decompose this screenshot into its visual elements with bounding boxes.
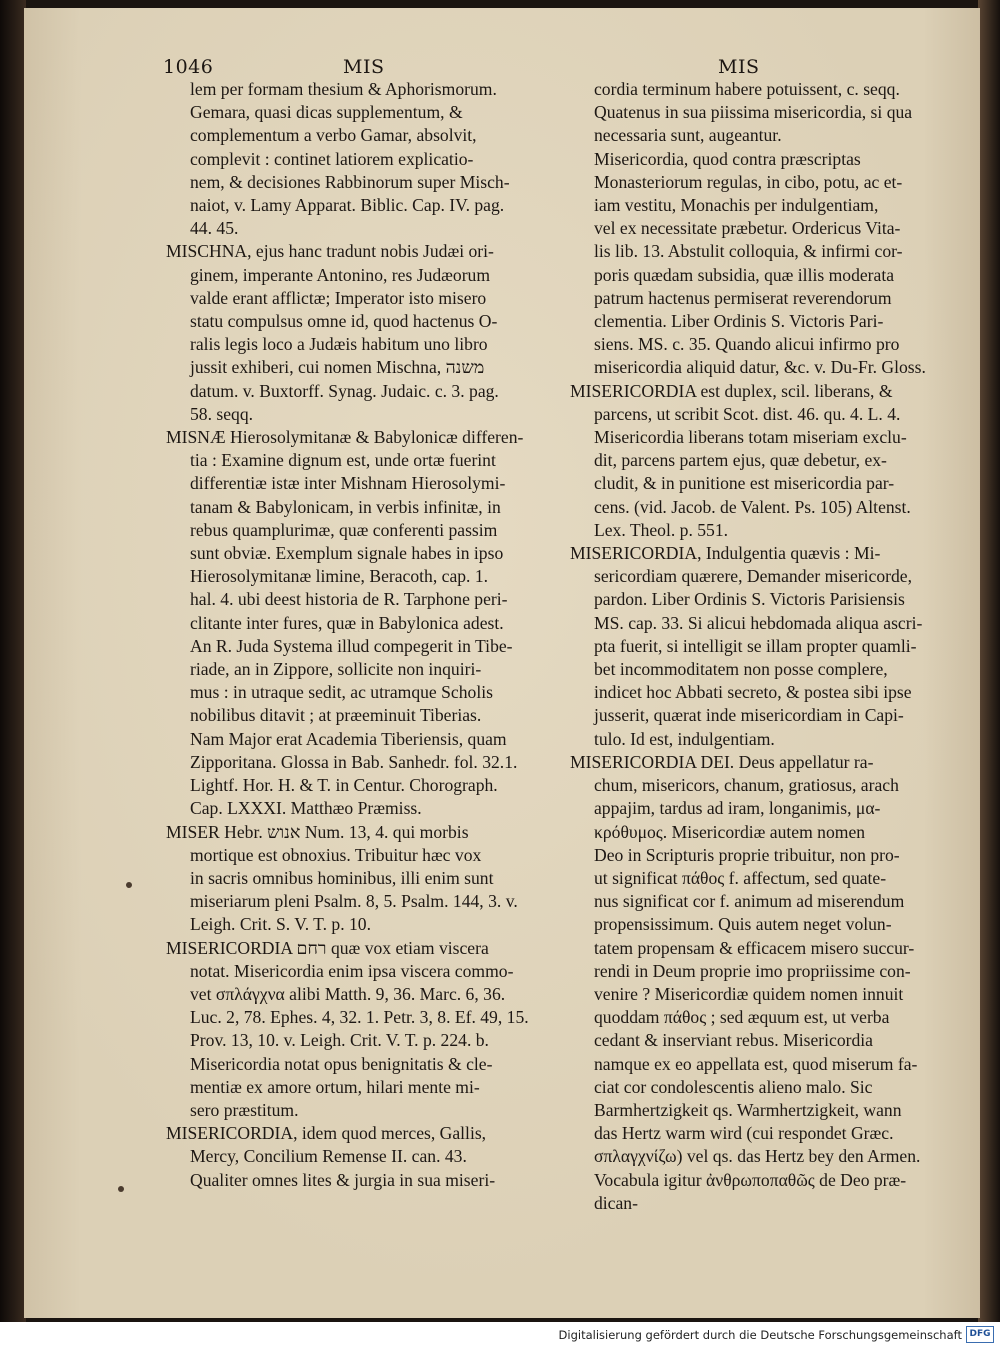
text-line: cens. (vid. Jacob. de Valent. Ps. 105) Altenst. — [594, 496, 911, 517]
text-line: nem, & decisiones Rabbinorum super Misch- — [190, 171, 510, 192]
text-line: bet incommoditatem non posse complere, — [594, 659, 888, 680]
footer-credit: Digitalisierung gefördert durch die Deutsche Forschungsgemeinschaft — [558, 1328, 962, 1342]
text-line: MS. cap. 33. Si alicui hebdomada aliqua ascri- — [594, 612, 923, 633]
text-line: 58. seqq. — [190, 403, 254, 424]
text-line: jusserit, quærat inde misericordiam in Capi- — [594, 705, 904, 726]
text-line: sericordiam quærere, Demander misericorde, — [594, 566, 913, 587]
text-line: tanam & Babylonicam, in verbis infinitæ, in — [190, 496, 501, 517]
text-line: Barmhertzigkeit qs. Warmhertzigkeit, wann — [594, 1099, 902, 1120]
text-line: MISERICORDIA רחם quæ vox etiam viscera — [166, 937, 489, 958]
text-line: ut significat πάθος f. affectum, sed quate- — [594, 867, 887, 888]
text-line: pta fuerit, si intelligit se illam propter quamli- — [594, 635, 917, 656]
text-line: Monasteriorum regulas, in cibo, potu, ac et- — [594, 171, 903, 192]
text-line: namque ex eo appellata est, quod miserum fa- — [594, 1053, 918, 1074]
text-line: mentiæ ex amore ortum, hilari mente mi- — [190, 1076, 480, 1097]
text-line: Zipporitana. Glossa in Bab. Sanhedr. fol. 32.1. — [190, 751, 518, 772]
text-line: clementia. Liber Ordinis S. Victoris Pari- — [594, 311, 884, 332]
text-line: lem per formam thesium & Aphorismorum. — [190, 79, 497, 99]
text-line: Misericordia notat opus benignitatis & cle- — [190, 1053, 493, 1074]
text-line: clitante inter fures, quæ in Babylonica adest. — [190, 612, 504, 633]
right-text-column — [572, 78, 952, 1215]
text-line: MISERICORDIA, Indulgentia quævis : Mi- — [570, 543, 881, 564]
text-line: MISERICORDIA, idem quod merces, Gallis, — [166, 1123, 487, 1144]
text-line: Misericordia, quod contra præscriptas — [594, 148, 861, 169]
text-line: Qualiter omnes lites & jurgia in sua miseri- — [190, 1169, 496, 1190]
text-line: Deo in Scripturis proprie tribuitur, non pro- — [594, 844, 900, 865]
text-line: MISNÆ Hierosolymitanæ & Babylonicæ differen- — [166, 427, 524, 448]
text-line: tia : Examine dignum est, unde ortæ fuerint — [190, 450, 496, 471]
text-line: parcens, ut scribit Scot. dist. 46. qu. 4. L. 4. — [594, 403, 901, 424]
text-line: notat. Misericordia enim ipsa viscera commo- — [190, 960, 514, 981]
text-line: patrum hactenus permiserat reverendorum — [594, 287, 892, 308]
text-line: 44. 45. — [190, 218, 239, 239]
text-line: hal. 4. ubi deest historia de R. Tarphone peri- — [190, 589, 508, 610]
text-line: statu compulsus omne id, quod hactenus O- — [190, 311, 498, 332]
text-line: Lightf. Hor. H. & T. in Centur. Chorograph. — [190, 775, 498, 796]
text-line: iam vestitu, Monachis per indulgentiam, — [594, 195, 879, 216]
running-head-left: MIS — [343, 56, 385, 78]
text-line: venire ? Misericordiæ quidem nomen innuit — [594, 983, 904, 1004]
text-line: nus significat cor f. animum ad miserendum — [594, 891, 905, 912]
text-line: Nam Major erat Academia Tiberiensis, quam — [190, 728, 507, 749]
page-number: 1046 — [163, 56, 214, 78]
text-line: complevit : continet latiorem explicatio- — [190, 148, 474, 169]
text-line: ralis legis loco a Judæis habitum uno libro — [190, 334, 488, 355]
text-line: MISER Hebr. אנוש Num. 13, 4. qui morbis — [166, 821, 469, 842]
running-head-right: MIS — [718, 56, 760, 78]
text-line: complementum a verbo Gamar, absolvit, — [190, 125, 477, 146]
text-line: Prov. 13, 10. v. Leigh. Crit. V. T. p. 224. b. — [190, 1030, 489, 1051]
text-line: Hierosolymitanæ limine, Beracoth, cap. 1. — [190, 566, 489, 587]
text-line: poris quædam subsidia, quæ illis moderata — [594, 264, 895, 285]
text-line: appajim, tardus ad iram, longanimis, μα- — [594, 798, 881, 819]
text-line: MISERICORDIA DEI. Deus appellatur ra- — [570, 751, 874, 772]
text-line: rendi in Deum proprie imo propriissime con- — [594, 960, 911, 981]
text-line: MISCHNA, ejus hanc tradunt nobis Judæi ori- — [166, 241, 494, 262]
text-line: sunt obviæ. Exemplum signale habes in ipso — [190, 543, 504, 564]
text-line: naiot, v. Lamy Apparat. Biblic. Cap. IV. pag. — [190, 195, 505, 216]
text-line: das Hertz warm wird (cui respondet Græc. — [594, 1123, 894, 1144]
footer-bar — [0, 1322, 1000, 1347]
text-line: differentiæ istæ inter Mishnam Hierosolymi- — [190, 473, 506, 494]
text-line: Mercy, Concilium Remense II. can. 43. — [190, 1146, 467, 1167]
text-line: datum. v. Buxtorff. Synag. Judaic. c. 3. pag. — [190, 380, 499, 401]
text-line: pardon. Liber Ordinis S. Victoris Parisiensis — [594, 589, 905, 610]
text-line: σπλαγχνίζω) vel qs. das Hertz bey den Armen. — [594, 1146, 921, 1167]
text-line: cedant & inserviant rebus. Misericordia — [594, 1030, 873, 1051]
text-line: mortique est obnoxius. Tribuitur hæc vox — [190, 844, 482, 865]
text-line: sero præstitum. — [190, 1099, 299, 1120]
text-line: ciat cor condolescentis alieno malo. Sic — [594, 1076, 873, 1097]
text-line: Lex. Theol. p. 551. — [594, 519, 729, 540]
text-line: siens. MS. c. 35. Quando alicui infirmo pro — [594, 334, 900, 355]
text-line: Vocabula igitur ἀνθρωποπαθῶς de Deo præ- — [594, 1169, 907, 1190]
text-line: tulo. Id est, indulgentiam. — [594, 728, 775, 749]
text-line: Leigh. Crit. S. V. T. p. 10. — [190, 914, 372, 935]
text-line: rebus quamplurimæ, quæ conferenti passim — [190, 519, 498, 540]
text-line: tatem propensam & efficacem misero succur- — [594, 937, 915, 958]
text-line: Luc. 2, 78. Ephes. 4, 32. 1. Petr. 3, 8. Ef. 49, 15. — [190, 1007, 529, 1028]
text-line: riade, an in Zippore, sollicite non inquiri- — [190, 659, 482, 680]
text-line: vel ex necessitate præbetur. Ordericus Vita- — [594, 218, 901, 239]
text-line: cordia terminum habere potuissent, c. seqq. — [594, 79, 900, 99]
text-line: An R. Juda Systema illud compegerit in Tibe- — [190, 635, 513, 656]
text-line: dican- — [594, 1192, 638, 1213]
text-line: Cap. LXXXI. Matthæo Præmiss. — [190, 798, 422, 819]
text-line: miseriarum pleni Psalm. 8, 5. Psalm. 144, 3. v. — [190, 891, 518, 912]
text-line: in sacris omnibus hominibus, illi enim sunt — [190, 867, 494, 888]
text-line: quoddam πάθος ; sed æquum est, ut verba — [594, 1007, 890, 1028]
text-line: cludit, & in punitione est misericordia par- — [594, 473, 895, 494]
text-line: misericordia aliquid datur, &c. v. Du-Fr. Gloss. — [594, 357, 926, 378]
text-line: MISERICORDIA est duplex, scil. liberans, & — [570, 380, 893, 401]
dfg-logo: DFG — [966, 1326, 994, 1343]
text-line: necessaria sunt, augeantur. — [594, 125, 782, 146]
text-line: Quatenus in sua piissima misericordia, si qua — [594, 102, 913, 123]
text-line: lis lib. 13. Abstulit colloquia, & infirmi cor- — [594, 241, 903, 262]
text-line: chum, misericors, chanum, gratiosus, arach — [594, 775, 899, 796]
text-line: jussit exhiberi, cui nomen Mischna, משנה — [190, 357, 485, 378]
text-line: Misericordia liberans totam miseriam exclu- — [594, 427, 907, 448]
scan-left-edge — [0, 0, 26, 1322]
text-line: κρόθυμος. Misericordiæ autem nomen — [594, 821, 866, 842]
text-line: ginem, imperante Antonino, res Judæorum — [190, 264, 491, 285]
text-line: vet σπλάγχνα alibi Matth. 9, 36. Marc. 6, 36. — [190, 983, 506, 1004]
text-line: Gemara, quasi dicas supplementum, & — [190, 102, 463, 123]
ink-spot — [126, 882, 132, 888]
text-line: nobilibus ditavit ; at præeminuit Tiberias. — [190, 705, 482, 726]
text-line: indicet hoc Abbati secreto, & postea sibi ipse — [594, 682, 912, 703]
text-line: propensissimum. Quis autem neget volun- — [594, 914, 892, 935]
text-line: mus : in utraque sedit, ac utramque Scholis — [190, 682, 493, 703]
ink-spot — [118, 1186, 124, 1192]
left-text-column — [168, 78, 548, 1192]
text-line: dit, parcens partem ejus, quæ debetur, ex- — [594, 450, 887, 471]
text-line: valde erant afflictæ; Imperator isto misero — [190, 287, 487, 308]
scan-right-edge — [978, 0, 1000, 1322]
